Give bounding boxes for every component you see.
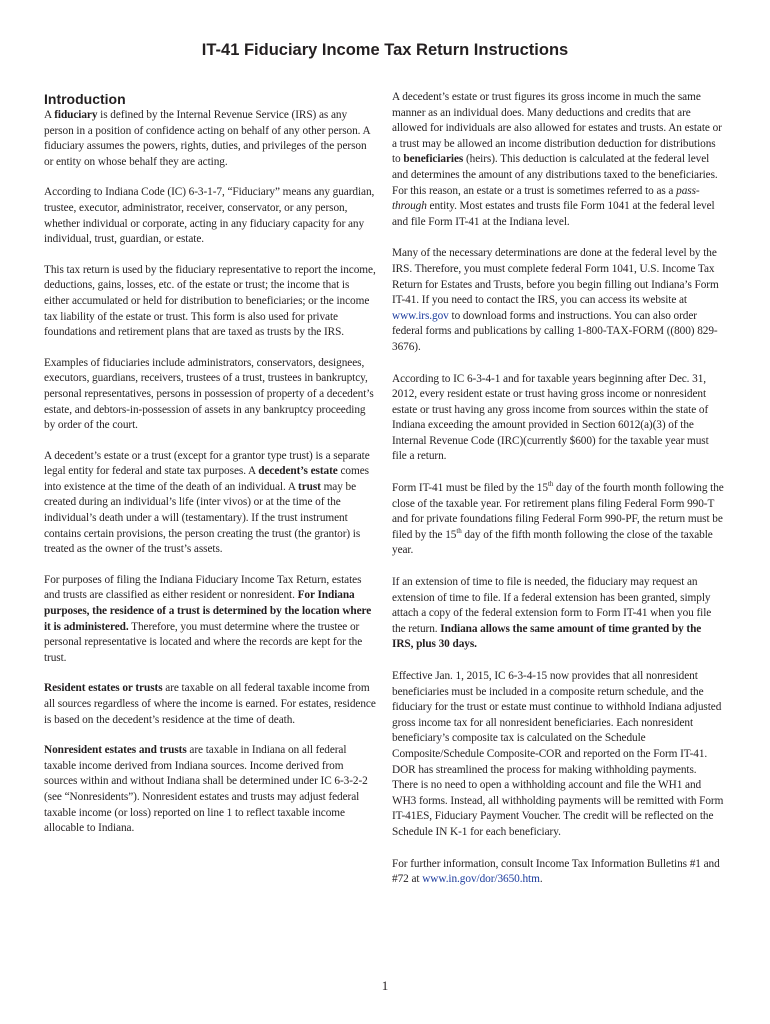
page-number: 1 xyxy=(381,978,389,993)
page-title: IT-41 Fiduciary Income Tax Return Instructions xyxy=(201,41,569,59)
dor-bulletin-link[interactable]: www.in.gov/dor/3650.htm xyxy=(422,873,540,886)
due-date-paragraph: Form IT-41 must be filed by the 15th day of the fourth month following the close of the taxable year. For retirement plans filing Federal Form 990-T and for private foundations filing Federal Form 990-PF, the return must be filed by the 15th day of the fifth month following the close of the taxable year. xyxy=(392,480,724,557)
section-heading: Introduction xyxy=(44,91,126,107)
fiduciary-definition-paragraph: A fiduciary is defined by the Internal Revenue Service (IRS) as any person in a position of confidence acting on behalf of any other person. A fiduciary assumes the powers, rights, duties, and privileges of the person or entity on whose behalf they are acting. xyxy=(44,109,370,168)
gross-income-paragraph: A decedent’s estate or trust figures its gross income in much the same manner as an individual does. Many deductions and credits that are allowed for individuals are also allowed for estates and trusts. An estate or a trust may be allowed an income distribution deduction for distributions to beneficiaries (heirs). This deduction is calculated at the federal level and determines the amount of any distributions taxed to the beneficiaries. For this reason, an estate or a trust is sometimes referred to as a pass-through entity. Most estates and trusts file Form 1041 at the federal level and file Form IT-41 at the Indiana level. xyxy=(392,91,722,228)
left-column xyxy=(44,90,376,852)
filing-requirement-paragraph: According to IC 6-3-4-1 and for taxable years beginning after Dec. 31, 2012, every resident estate or trust having gross income or nonresident estate or trust having any gross income from sources within the state of Indiana exceeding the amount provided in Section 6012(a)(3) of the Internal Revenue Code (IRC)(currently $600) for the taxable year must file a return. xyxy=(392,372,709,463)
nonresident-estates-paragraph: Nonresident estates and trusts are taxable in Indiana on all federal taxable income derived from Indiana sources. Income derived from sources within and without Indiana shall be determined under IC 6-3-2-2 (see “Nonresidents”). Nonresident estates and trusts may adjust federal taxable income (or loss) reported on line 1 to reflect taxable income allocable to Indiana. xyxy=(44,744,368,835)
composite-return-paragraph: Effective Jan. 1, 2015, IC 6-3-4-15 now provides that all nonresident beneficiaries must be included in a composite return schedule, and the fiduciary for the trust or estate must continue to withhold Indiana adjusted gross income tax for all nonresident beneficiaries. Each nonresident beneficiary’s composite tax is calculated on the Schedule Composite/Schedule Composite-COR and reported on the Form IT-41. DOR has streamlined the process for making withholding payments. There is no need to open a withholding account and file the WH1 and WH3 forms. Instead, all withholding payments will be remitted with Form IT-41ES, Fiduciary Payment Voucher. The credit will be reflected on the Schedule IN K-1 for each beneficiary. xyxy=(392,670,724,838)
estate-trust-entity-paragraph: A decedent’s estate or a trust (except for a grantor type trust) is a separate legal entity for federal and state tax purposes. A decedent’s estate comes into existence at the time of the death of an individual. A trust may be created during an individual’s life (inter vivos) or at the time of the individual’s death under a will (testamentary). If the trust instrument contains certain provisions, the person creating the trust (the grantor) is treated as the owner of the trust’s assets. xyxy=(44,449,370,556)
extension-paragraph: If an extension of time to file is needed, the fiduciary may request an extension of time to file. If a federal extension has been granted, simply attach a copy of the federal extension form to Form IT-41 when you file the return. Indiana allows the same amount of time granted by the IRS, plus 30 days. xyxy=(392,576,712,651)
fiduciary-examples-paragraph: Examples of fiduciaries include administrators, conservators, designees, executors, guardians, receivers, trustees of a trust, trustees in bankruptcy, personal representatives, persons in possession of property of a decedent’s estate, and debtors-in-possession of assets in any bankruptcy proceeding by order of the court. xyxy=(44,356,374,432)
further-information-paragraph: For further information, consult Income Tax Information Bulletins #1 and #72 at www.in.gov/dor/3650.htm. xyxy=(392,857,720,886)
irs-website-link[interactable]: www.irs.gov xyxy=(392,309,449,322)
tax-return-purpose-paragraph: This tax return is used by the fiduciary representative to report the income, deductions, gains, losses, etc. of the estate or trust; the income that is either accumulated or held for distribution to beneficiaries; or the income tax liability of the estate or trust. This form is also used for private foundations and retirement plans that are taxed as trusts by the IRS. xyxy=(44,263,376,339)
right-column xyxy=(392,90,724,904)
residency-classification-paragraph: For purposes of filing the Indiana Fiduciary Income Tax Return, estates and trusts are classified as either resident or nonresident. For Indiana purposes, the residence of a trust is determined by the location where it is administered. Therefore, you must determine where the trustee or personal representative is located and where the records are kept for the trust. xyxy=(44,573,372,664)
resident-estates-paragraph: Resident estates or trusts are taxable on all federal taxable income from all sources regardless of where the income is earned. For estates, residence is based on the decedent’s residence at the time of death. xyxy=(44,682,376,726)
federal-determinations-paragraph: Many of the necessary determinations are done at the federal level by the IRS. Therefore, you must complete federal Form 1041, U.S. Income Tax Return for Estates and Trusts, before you begin filling out Indiana’s Form IT-41. If you need to contact the IRS, you can access its website at www.irs.gov to download forms and instructions. You can also order federal forms and publications by calling 1-800-TAX-FORM ((800) 829-3676). xyxy=(392,247,719,353)
indiana-code-paragraph: According to Indiana Code (IC) 6-3-1-7, “Fiduciary” means any guardian, trustee, executor, administrator, receiver, conservator, or any person, whether individual or corporate, acting in any fiduciary capacity for any individual, trust, guardian, or estate. xyxy=(44,186,375,246)
